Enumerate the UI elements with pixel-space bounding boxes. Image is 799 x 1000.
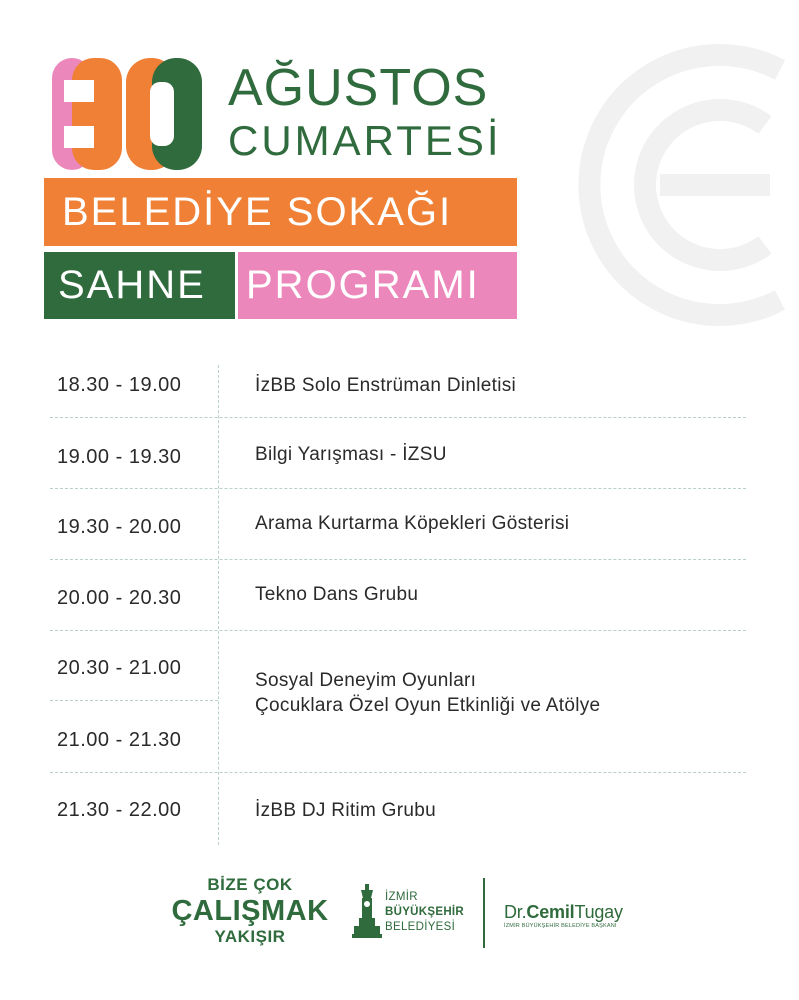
schedule-row — [50, 418, 746, 489]
mayor-prefix: Dr. — [504, 902, 527, 922]
slogan-line: YAKIŞIR — [214, 927, 286, 946]
schedule-time: 19.00 - 19.30 — [57, 446, 182, 468]
schedule-row — [50, 365, 746, 418]
clock-tower-icon — [352, 884, 382, 938]
schedule-subdivider — [50, 700, 218, 701]
mayor-title: İZMİR BÜYÜKŞEHİR BELEDİYE BAŞKANI — [504, 923, 617, 929]
schedule-event: Bilgi Yarışması - İZSU — [255, 444, 447, 465]
schedule-row — [50, 489, 746, 560]
footer — [0, 860, 799, 980]
schedule-row — [50, 773, 746, 843]
watermark-logo — [540, 30, 799, 340]
slogan-line: ÇALIŞMAK — [171, 895, 329, 927]
municipality-logo-text — [385, 890, 464, 935]
schedule-time: 20.00 - 20.30 — [57, 587, 182, 609]
org-line: BELEDİYESİ — [385, 921, 456, 933]
program-title-right: PROGRAMI — [238, 252, 517, 319]
mayor-first-name: Cemil — [526, 902, 575, 922]
org-line: BÜYÜKŞEHİR — [385, 906, 465, 918]
mayor-signature — [504, 902, 623, 929]
schedule-time: 21.00 - 21.30 — [57, 729, 182, 751]
weekday-label: CUMARTESİ — [228, 117, 502, 164]
org-line: İZMİR — [385, 891, 418, 903]
schedule-time: 19.30 - 20.00 — [57, 516, 182, 538]
schedule-event: Çocuklara Özel Oyun Etkinliği ve Atölye — [255, 695, 601, 716]
slogan-logo — [165, 874, 335, 948]
venue-title: BELEDİYE SOKAĞI — [44, 178, 517, 246]
schedule-event: Arama Kurtarma Köpekleri Gösterisi — [255, 513, 570, 534]
schedule-event: Sosyal Deneyim Oyunları — [255, 670, 477, 691]
schedule-table — [50, 365, 746, 843]
slogan-line: BİZE ÇOK — [207, 875, 293, 894]
day-number-graphic — [52, 58, 202, 170]
schedule-row — [50, 560, 746, 631]
footer-divider — [483, 878, 485, 948]
schedule-time: 20.30 - 21.00 — [57, 657, 182, 679]
schedule-time: 21.30 - 22.00 — [57, 799, 182, 821]
schedule-event: İzBB DJ Ritim Grubu — [255, 800, 436, 821]
schedule-time: 18.30 - 19.00 — [57, 374, 182, 396]
schedule-event: İzBB Solo Enstrüman Dinletisi — [255, 375, 517, 396]
month-label: AĞUSTOS — [228, 59, 489, 117]
schedule-event: Tekno Dans Grubu — [255, 584, 419, 605]
mayor-last-name: Tugay — [574, 902, 623, 922]
schedule-row — [50, 631, 746, 773]
program-title-left: SAHNE — [44, 252, 235, 319]
